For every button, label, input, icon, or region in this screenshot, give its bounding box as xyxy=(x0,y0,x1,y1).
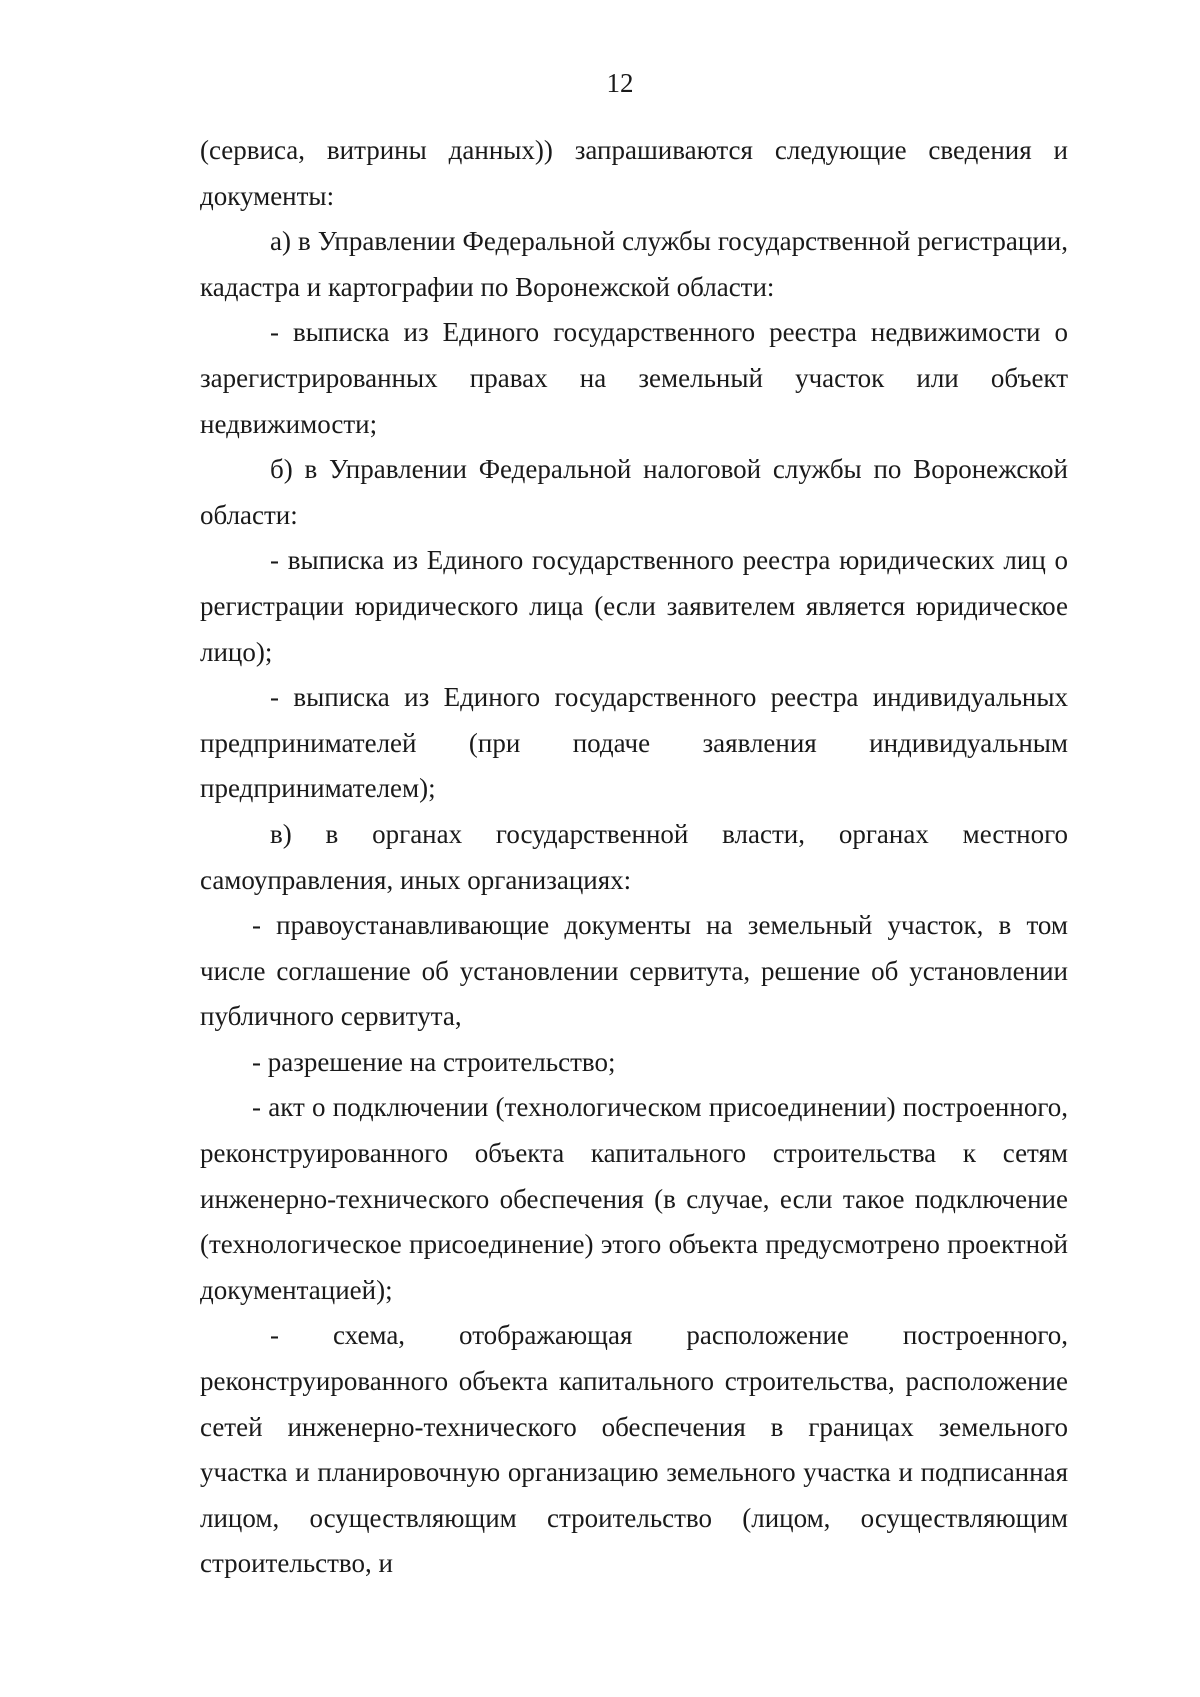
paragraph-v-item-2: - разрешение на строительство; xyxy=(252,1046,616,1077)
document-body xyxy=(200,128,1068,1587)
paragraph-b-item-1: - выписка из Единого государственного реестра юридических лиц о регистрации юридического лица (если заявителем является юридическое лицо); xyxy=(200,545,1068,667)
paragraph-v: в) в органах государственной власти, органах местного самоуправления, иных организациях: xyxy=(200,818,1068,895)
paragraph-v-item-4: - схема, отображающая расположение построенного, реконструированного объекта капитального строительства, расположение сетей инженерно-технического обеспечения в границах земельного участка и планировочную организацию земельного участка и подписанная лицом, осуществляющим строительство (лицом, осуществляющим строительство, и xyxy=(200,1320,1068,1579)
paragraph-b-item-2: - выписка из Единого государственного реестра индивидуальных предпринимателей (при подаче заявления индивидуальным предпринимателем); xyxy=(200,682,1068,804)
paragraph-v-item-1: - правоустанавливающие документы на земельный участок, в том числе соглашение об установлении сервитута, решение об установлении публичного сервитута, xyxy=(200,910,1068,1032)
page-number: 12 xyxy=(606,68,634,98)
paragraph-intro: (сервиса, витрины данных)) запрашиваются следующие сведения и документы: xyxy=(200,135,1068,211)
paragraph-b: б) в Управлении Федеральной налоговой службы по Воронежской области: xyxy=(200,454,1068,530)
paragraph-a-item-1: - выписка из Единого государственного реестра недвижимости о зарегистрированных правах на земельный участок или объект недвижимости; xyxy=(200,317,1068,439)
paragraph-v-item-3: - акт о подключении (технологическом присоединении) построенного, реконструированного объекта капитального строительства к сетям инженерно-технического обеспечения (в случае, если такое подключение (технологическое присоединение) этого объекта предусмотрено проектной документацией); xyxy=(200,1092,1068,1305)
paragraph-a: а) в Управлении Федеральной службы государственной регистрации, кадастра и картографии по Воронежской области: xyxy=(200,226,1068,302)
